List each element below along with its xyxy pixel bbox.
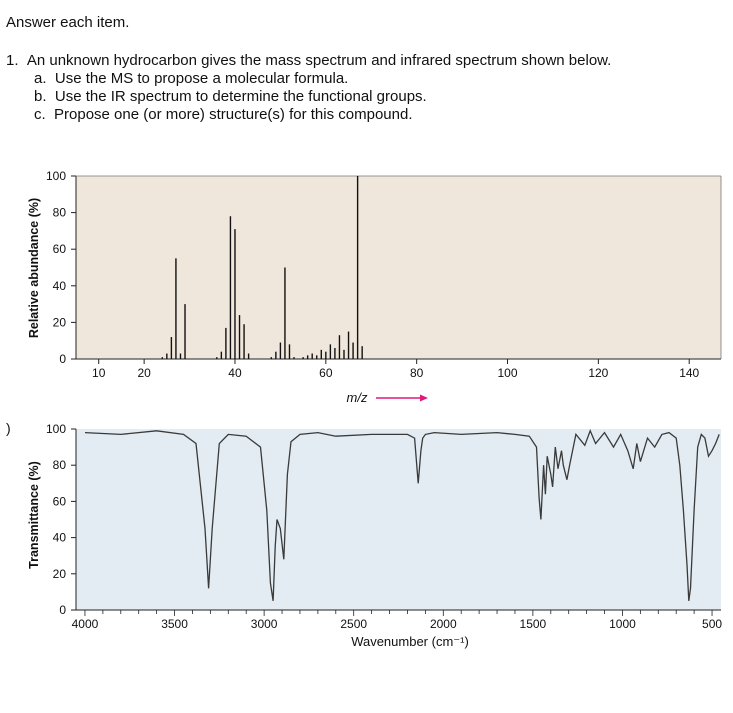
ir-y-axis-label: Transmittance (%): [27, 461, 41, 569]
question-part-b: [34, 88, 427, 106]
part-text: Use the MS to propose a molecular formula.: [54, 70, 349, 87]
part-text: Use the IR spectrum to determine the functional groups.: [54, 88, 427, 105]
ms-x-tick-label: 20: [137, 366, 151, 380]
ir-y-tick-label: 40: [52, 530, 66, 545]
ms-x-tick-label: 140: [679, 366, 700, 380]
ms-y-tick-label: 20: [52, 315, 66, 330]
ms-x-tick-label: 80: [409, 366, 424, 380]
part-letter: b.: [34, 88, 47, 105]
ms-y-tick-label: 80: [52, 205, 66, 220]
ir-x-tick-label: 3500: [161, 617, 188, 631]
question-1: [6, 52, 611, 70]
ir-x-tick-label: 1500: [519, 617, 547, 631]
ir-x-axis-label: Wavenumber (cm⁻¹): [351, 634, 469, 649]
ir-y-tick-label: 100: [45, 422, 66, 436]
ir-plot-background: [76, 429, 721, 610]
question-part-a: [34, 70, 348, 88]
part-letter: c.: [34, 106, 46, 123]
ms-y-tick-label: 40: [52, 278, 66, 293]
ms-x-tick-label: 10: [92, 366, 106, 380]
ms-y-tick-label: 60: [52, 242, 66, 257]
ms-x-arrow-head: [420, 395, 428, 402]
instructions: Answer each item.: [6, 14, 130, 31]
ir-x-tick-label: 500: [702, 617, 723, 631]
ir-spectrum-chart: [0, 415, 733, 660]
ms-x-tick-label: 100: [497, 366, 518, 380]
ir-x-tick-label: 3000: [250, 617, 278, 631]
ir-x-tick-label: 1000: [609, 617, 636, 631]
ir-x-tick-label: 2500: [340, 617, 368, 631]
question-text: An unknown hydrocarbon gives the mass spectrum and infrared spectrum shown below.: [26, 52, 612, 69]
ms-x-axis-label: m/z: [346, 390, 368, 405]
ms-x-tick-label: 40: [228, 366, 242, 380]
ir-y-tick-label: 0: [59, 603, 66, 617]
question-number: 1.: [6, 52, 19, 69]
ir-y-tick-label: 80: [52, 458, 66, 473]
stray-parenthesis: ): [6, 420, 11, 436]
part-text: Propose one (or more) structure(s) for this compound.: [54, 106, 413, 123]
ms-plot-background: [76, 176, 721, 359]
ir-x-tick-label: 4000: [71, 617, 99, 631]
question-part-c: [34, 106, 413, 124]
ms-y-tick-label: 0: [59, 352, 66, 366]
ir-y-tick-label: 20: [52, 566, 66, 581]
part-letter: a.: [34, 70, 47, 87]
ms-x-tick-label: 60: [319, 366, 333, 380]
ir-y-tick-label: 60: [52, 494, 66, 509]
ms-y-axis-label: Relative abundance (%): [27, 197, 41, 339]
mass-spectrum-chart: [0, 160, 733, 410]
ms-y-tick-label: 100: [45, 169, 66, 183]
ir-x-tick-label: 2000: [429, 617, 457, 631]
ms-x-tick-label: 120: [588, 366, 609, 380]
